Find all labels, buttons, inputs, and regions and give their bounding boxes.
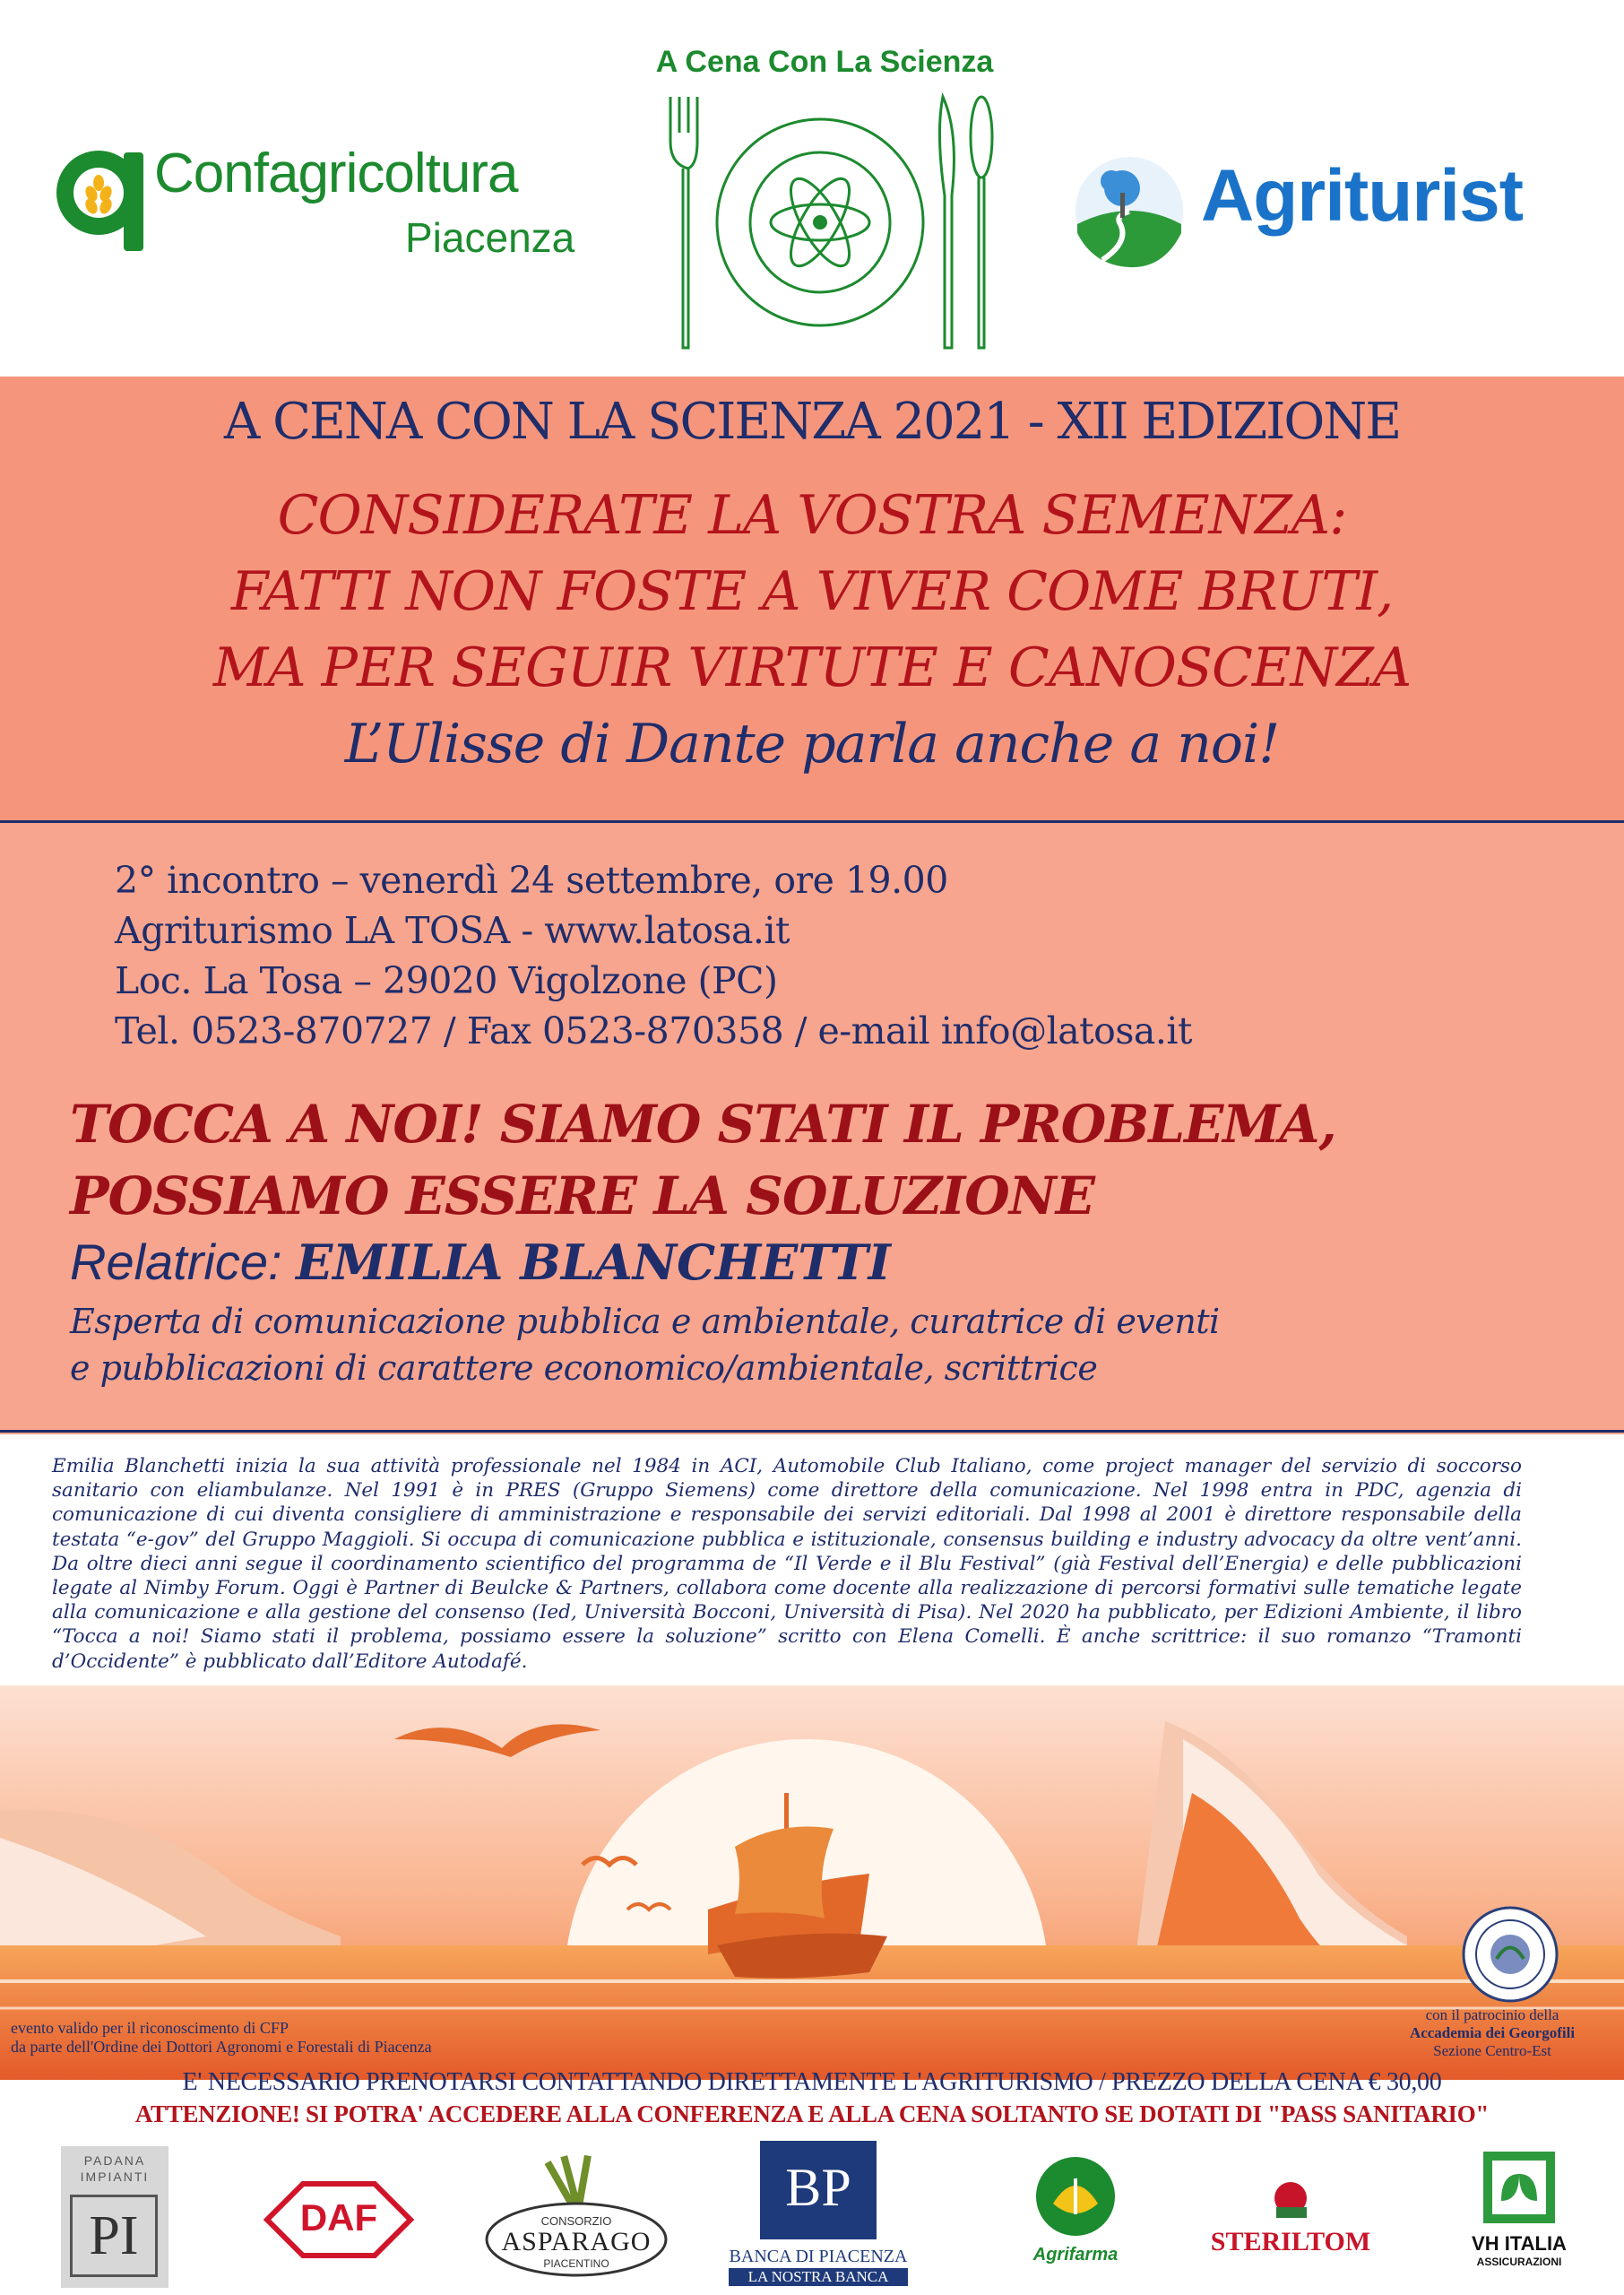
event-contacts: Tel. 0523-870727 / Fax 0523-870358 / e-mail info@latosa.it bbox=[115, 1009, 1192, 1052]
agrifarma-name: Agrifarma bbox=[1032, 2245, 1119, 2265]
daf-name: DAF bbox=[299, 2196, 378, 2239]
vh-leaves-icon bbox=[1483, 2152, 1555, 2223]
talk-title-line-2: POSSIAMO ESSERE LA SOLUZIONE bbox=[70, 1165, 1094, 1226]
banca-di-piacenza-logo bbox=[724, 2141, 912, 2293]
padana-impianti-logo bbox=[61, 2146, 168, 2288]
patronage-line-2: Accademia dei Georgofili bbox=[1409, 2024, 1576, 2041]
agrifarma-logo bbox=[1022, 2152, 1129, 2277]
steriltom-name: STERILTOM bbox=[1210, 2227, 1371, 2256]
quote-line-3: MA PER SEGUIR VIRTUTE E CANOSCENZA bbox=[212, 637, 1412, 699]
quote-line-1: CONSIDERATE LA VOSTRA SEMENZA: bbox=[277, 484, 1347, 547]
event-band bbox=[0, 377, 1624, 1434]
consorzio-asparago-logo bbox=[482, 2150, 670, 2284]
confagricoltura-name: Confagricoltura bbox=[154, 143, 518, 204]
asparago-name: ASPARAGO bbox=[501, 2227, 652, 2256]
padana-line-1: PADANA bbox=[83, 2153, 146, 2168]
speaker-label: Relatrice: bbox=[70, 1234, 297, 1290]
agriturist-logo bbox=[1067, 143, 1586, 269]
patronage-note bbox=[1362, 2006, 1622, 2060]
padana-line-2: IMPIANTI bbox=[80, 2169, 150, 2184]
cfp-note bbox=[11, 2019, 432, 2057]
header bbox=[0, 0, 1624, 377]
speaker-role-line-1: Esperta di comunicazione pubblica e ambientale, curatrice di eventi bbox=[70, 1302, 1220, 1341]
agriturist-landscape-icon bbox=[1067, 152, 1192, 269]
vh-mark-box bbox=[1483, 2152, 1555, 2223]
event-address: Loc. La Tosa – 29020 Vigolzone (PC) bbox=[115, 959, 778, 1002]
booking-notice: E' NECESSARIO PRENOTARSI CONTATTANDO DIRETTAMENTE L'AGRITURISMO / PREZZO DELLA CENA € 30,00 bbox=[182, 2068, 1442, 2096]
vh-italia-logo bbox=[1461, 2152, 1577, 2286]
steriltom-mark-icon bbox=[1201, 2177, 1380, 2221]
speaker-name: EMILIA BLANCHETTI bbox=[296, 1234, 891, 1291]
asparago-top: CONSORZIO bbox=[540, 2214, 612, 2228]
divider-bottom bbox=[0, 1430, 1624, 1433]
edition-heading: A CENA CON LA SCIENZA 2021 - XII EDIZIONE bbox=[223, 393, 1401, 451]
quote-line-2: FATTI NON FOSTE A VIVER COME BRUTI, bbox=[230, 560, 1394, 623]
vh-name: VH ITALIA bbox=[1472, 2232, 1567, 2255]
quote-subtitle: L’Ulisse di Dante parla anche a noi! bbox=[344, 713, 1280, 775]
cfp-line-2: da parte dell'Ordine dei Dottori Agronomi e Forestali di Piacenza bbox=[11, 2038, 432, 2056]
daf-logo bbox=[258, 2177, 419, 2262]
banca-name: BANCA DI PIACENZA bbox=[729, 2247, 908, 2266]
speaker bbox=[70, 1233, 891, 1291]
agriturist-name: Agriturist bbox=[1201, 155, 1523, 237]
georgofili-seal-icon bbox=[1461, 1905, 1559, 2004]
divider-top bbox=[0, 820, 1624, 823]
cfp-line-1: evento valido per il riconoscimento di CFP bbox=[11, 2019, 289, 2037]
padana-mark: PI bbox=[70, 2195, 158, 2277]
confagricoltura-mark-icon bbox=[54, 143, 152, 251]
banca-tagline: LA NOSTRA BANCA bbox=[729, 2268, 908, 2286]
talk-title-line-1: TOCCA A NOI! SIAMO STATI IL PROBLEMA, bbox=[70, 1094, 1336, 1155]
speaker-bio: Emilia Blanchetti inizia la sua attività professionale nel 1984 in ACI, Automobile Club Italiano, come project manager del servizio di soccorso sanitario con eliambulanze. Nel 1991 è in PRES (Gruppo Siemens) come direttore della comunicazione. Nel 1998 entra in PDC, agenzia di comunicazione di cui diventa consigliere di amministrazione e responsabile dei servizi editoriali. Dal 1998 al 2001 è direttore responsabile della testata “e-gov” del Gruppo Maggioli. Si occupa di comunicazione pubblica e istituzionale, consensus building e industry advocacy da oltre vent’anni. Da oltre dieci anni segue il coordinamento scientifico del programma de “Il Verde e il Blu Festival” (già Festival dell’Energia) e delle pubblicazioni legate al Nimby Forum. Oggi è Partner di Beulcke & Partners, collabora come docente alla realizzazione di percorsi formativi sulle tematiche legate alla comunicazione e alla gestione del consenso (Ied, Università Bocconi, Università di Pisa). Nel 2020 ha pubblicato, per Edizioni Ambiente, il libro “Tocca a noi! Siamo stati il problema, possiamo essere la soluzione” scritto con Elena Comelli. È anche scrittrice: il suo romanzo “Tramonti d’Occidente” è pubblicato dall’Editore Autodafé. bbox=[52, 1455, 1522, 1673]
speaker-role-line-2: e pubblicazioni di carattere economico/ambientale, scrittrice bbox=[70, 1348, 1098, 1388]
pass-notice: ATTENZIONE! SI POTRA' ACCEDERE ALLA CONFERENZA E ALLA CENA SOLTANTO SE DOTATI DI "PASS SANITARIO" bbox=[134, 2100, 1490, 2127]
patronage-line-3: Sezione Centro-Est bbox=[1433, 2042, 1551, 2059]
plate-cutlery-atom-icon bbox=[654, 88, 995, 375]
asparago-bottom: PIACENTINO bbox=[543, 2257, 609, 2270]
acena-logo-title: A Cena Con La Scienza bbox=[655, 45, 994, 79]
steriltom-logo bbox=[1201, 2177, 1380, 2266]
sponsor-bar bbox=[0, 2141, 1624, 2295]
vh-sub: ASSICURAZIONI bbox=[1476, 2256, 1562, 2268]
confagricoltura-city: Piacenza bbox=[405, 214, 575, 261]
acena-logo bbox=[645, 45, 1004, 332]
event-venue: Agriturismo LA TOSA - www.latosa.it bbox=[115, 909, 790, 952]
agrifarma-leaf-icon bbox=[1022, 2152, 1129, 2241]
event-date: 2° incontro – venerdì 24 settembre, ore 19.00 bbox=[115, 859, 948, 902]
patronage-line-1: con il patrocinio della bbox=[1425, 2006, 1559, 2023]
banca-mark: BP bbox=[785, 2158, 851, 2217]
confagricoltura-logo bbox=[54, 134, 609, 269]
